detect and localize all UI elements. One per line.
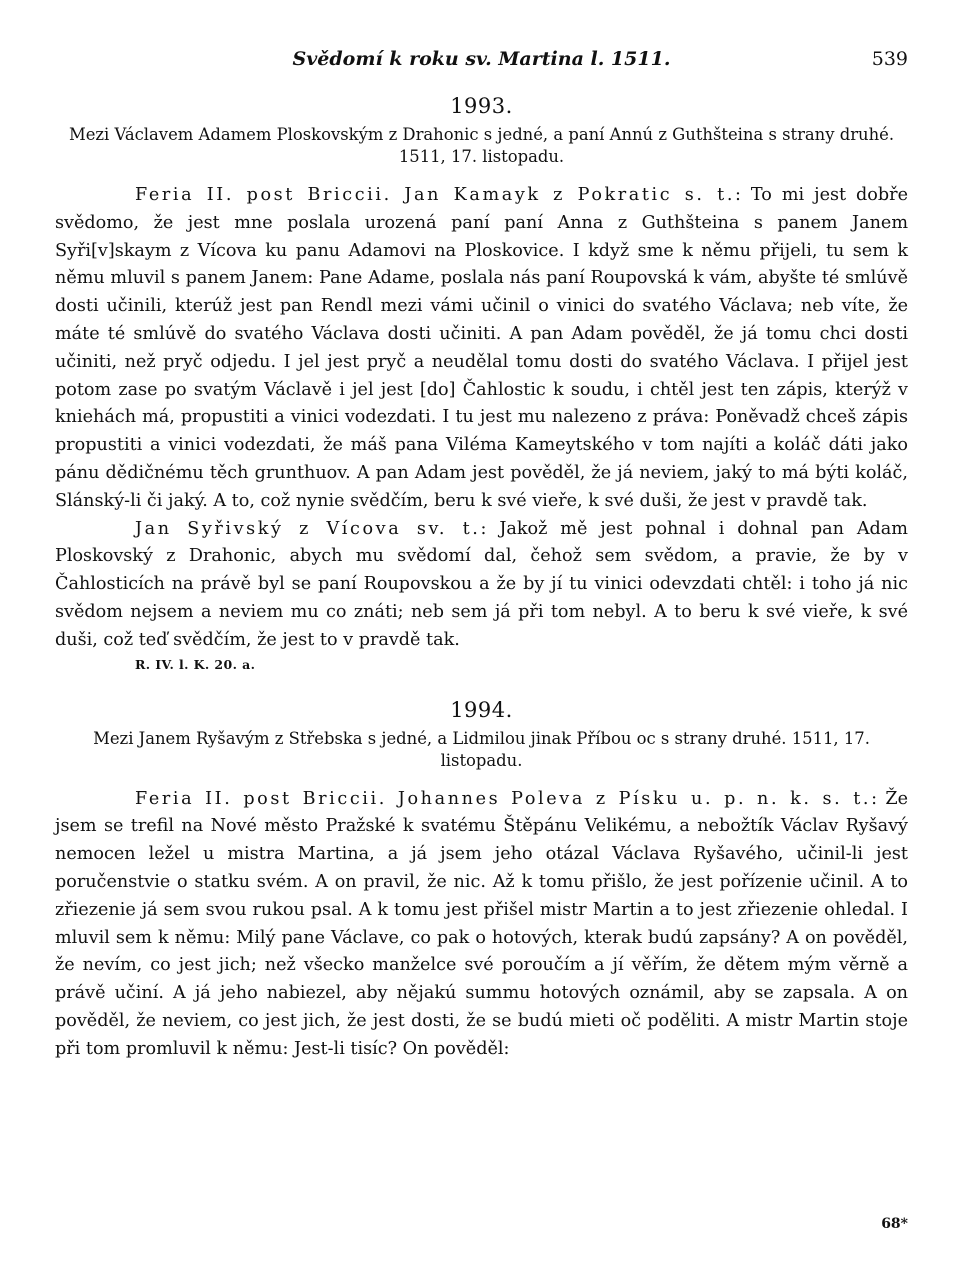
testimony-lead: Jan Syřivský z Vícova sv. t. (135, 518, 481, 539)
running-title: Svědomí k roku sv. Martina l. 1511. (292, 48, 671, 70)
testimony-paragraph (55, 182, 908, 516)
entry-summary: Mezi Václavem Adamem Ploskovským z Drahonic s jedné, a paní Annú z Guthšteina s strany druhé. 1511, 17. listopadu. (68, 125, 895, 166)
entry-1993 (55, 94, 908, 672)
testimony-lead: Feria II. post Briccii. Johannes Poleva z Písku u. p. n. k. s. t. (135, 788, 872, 809)
testimony-text: : Jakož mě jest pohnal i dohnal pan Adam Ploskovský z Drahonic, abych mu svědomí dal, čehož sem svědom, a pravie, že by v Čahlosticích na právě byl se paní Roupovskou a že by jí tu vinici odevzdati chtěl: i toho já nic svědom nejsem a neviem mu co znáti; neb sem já při tom nebyl. A to beru k své vieře, k své duši, což teď svědčím, že jest to v pravdě tak. (55, 518, 908, 650)
testimony-text: : Že jsem se trefil na Nové město Pražské k svatému Štěpánu Velikému, a nebožtík Václav Ryšavý nemocen ležel u mistra Martina, a já jsem jeho otázal Václava Ryšavého, učinil-li jest poručenstvie o statku svém. A on pravil, že nic. Až k tomu přišlo, že jest pořízenie učinil. A to zřiezenie já sem svou rukou psal. A k tomu jest přišel mistr Martin a to jest zřiezenie ohledal. I mluvil sem k němu: Milý pane Václave, co pak o hotových, kterak budú zapsány? A on pověděl, že nevím, co jest jich; než všecko manželce své poroučím a jí věřím, že dětem mým věrně a právě učiní. A já jeho nabiezel, aby nějakú summu hotových oznámil, aby se zapsala. A on pověděl, že neviem, co jest jich, že jest dosti, že se budú mieti oč poděliti. A mistr Martin stoje při tom promluvil k němu: Jest-li tisíc? On pověděl: (55, 788, 908, 1059)
page-header (55, 40, 908, 80)
testimony-text: : To mi jest dobře svědomo, že jest mne poslala urozená paní paní Anna z Guthšteina s panem Janem Syři[v]skaym z Vícova ku panu Adamovi na Ploskovice. I když sme k němu přijeli, tu sem k němu mluvil s panem Janem: Pane Adame, poslala nás paní Roupovská k vám, abyšte té smlúvě dosti učinili, kterúž jest pan Rendl mezi vámi učinil o vinici do svatého Václava; neb víte, že máte té smlúvě do svatého Václava dosti učiniti. A pan Adam pověděl, že já tomu chci dosti učiniti, než pryč odjedu. I jel jest pryč a neudělal tomu dosti do svatého Václava. I přijel jest potom zase po svatým Václavě i jel jest [do] Čahlostic k soudu, i chtěl jest ten zápis, kterýž v kniehách má, propustiti a vinici vodezdati. I tu jest mu nalezeno z práva: Poněvadž chceš zápis propustiti a vinici vodezdati, že máš pana Viléma Kameytského v tom najíti a koláč dáti jako pánu dědičnému těch grunthuov. A pan Adam jest pověděl, že já neviem, jaký to má býti koláč, Slánský-li či jaký. A to, což nynie svědčím, beru k své vieře, k své duši, že jest v pravdě tak. (55, 185, 908, 511)
entry-number: 1993. (450, 94, 513, 118)
archival-citation: R. IV. l. K. 20. a. (135, 656, 256, 672)
testimony-paragraph (55, 516, 908, 655)
page-number: 539 (871, 48, 908, 70)
entry-number: 1994. (450, 697, 513, 722)
signature-mark: 68* (881, 1216, 908, 1232)
entry-summary: Mezi Janem Ryšavým z Střebska s jedné, a Lidmilou jinak Příbou oc s strany druhé. 1511, 17. listopadu. (93, 728, 870, 770)
testimony-paragraph (55, 786, 908, 1064)
entry-1994 (55, 698, 908, 1064)
testimony-lead: Feria II. post Briccii. Jan Kamayk z Pokratic s. t. (135, 185, 736, 205)
